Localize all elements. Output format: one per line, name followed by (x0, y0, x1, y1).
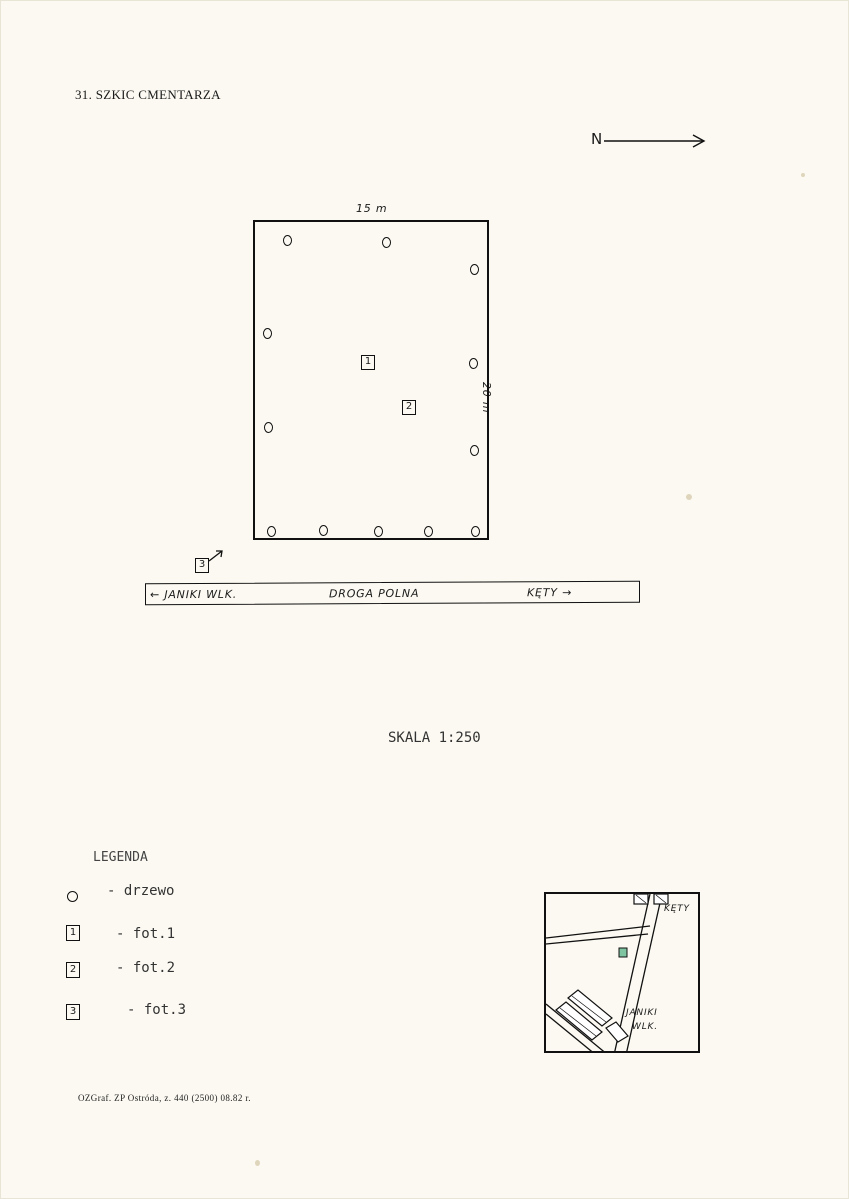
paper-stain (801, 173, 805, 177)
arrow-right-icon (591, 130, 711, 154)
legend-photo1-symbol: 1 (66, 925, 80, 941)
north-label: N (591, 130, 603, 148)
tree-symbol (263, 328, 272, 339)
cemetery-plot (253, 220, 489, 540)
tree-symbol (469, 358, 478, 369)
tree-symbol (267, 526, 276, 537)
photo-marker-2: 2 (402, 400, 416, 415)
location-inset-map (544, 892, 700, 1053)
legend-tree-symbol (67, 891, 78, 902)
tree-symbol (471, 526, 480, 537)
plot-width-label: 15 m (356, 202, 388, 215)
inset-roads (546, 894, 700, 1053)
view-direction-arrow-icon (207, 548, 227, 564)
inset-label-wlk: WLK. (632, 1022, 658, 1032)
legend-photo3-symbol: 3 (66, 1004, 80, 1020)
tree-symbol (283, 235, 292, 246)
legend-item-photo2: - fot.2 (116, 960, 176, 976)
scale-label: SKALA 1:250 (388, 730, 481, 746)
paper-stain (255, 1160, 260, 1166)
page-title: 31. SZKIC CMENTARZA (75, 87, 221, 102)
legend-item-tree: - drzewo (107, 883, 175, 899)
tree-symbol (319, 525, 328, 536)
legend-title: LEGENDA (93, 850, 148, 865)
printer-footer: OZGraf. ZP Ostróda, z. 440 (2500) 08.82 r. (78, 1093, 251, 1103)
inset-label-janiki: JANIKI (626, 1008, 658, 1018)
plot-height-label: 20 m (480, 382, 493, 414)
tree-symbol (424, 526, 433, 537)
legend-photo2-symbol: 2 (66, 962, 80, 978)
paper-stain (686, 494, 692, 500)
north-arrow (591, 130, 711, 154)
road-left-label: ← JANIKI WLK. (150, 587, 238, 602)
tree-symbol (374, 526, 383, 537)
road-right-label: KĘTY → (527, 586, 573, 600)
field-road (145, 581, 640, 606)
legend-item-photo1: - fot.1 (116, 926, 176, 942)
tree-symbol (264, 422, 273, 433)
road-center-label: DROGA POLNA (329, 586, 420, 601)
photo-marker-3: 3 (195, 558, 209, 573)
tree-symbol (382, 237, 391, 248)
photo-marker-1: 1 (361, 355, 375, 370)
inset-label-kety: KĘTY (664, 904, 690, 914)
tree-symbol (470, 445, 479, 456)
tree-symbol (470, 264, 479, 275)
legend-item-photo3: - fot.3 (127, 1002, 187, 1018)
